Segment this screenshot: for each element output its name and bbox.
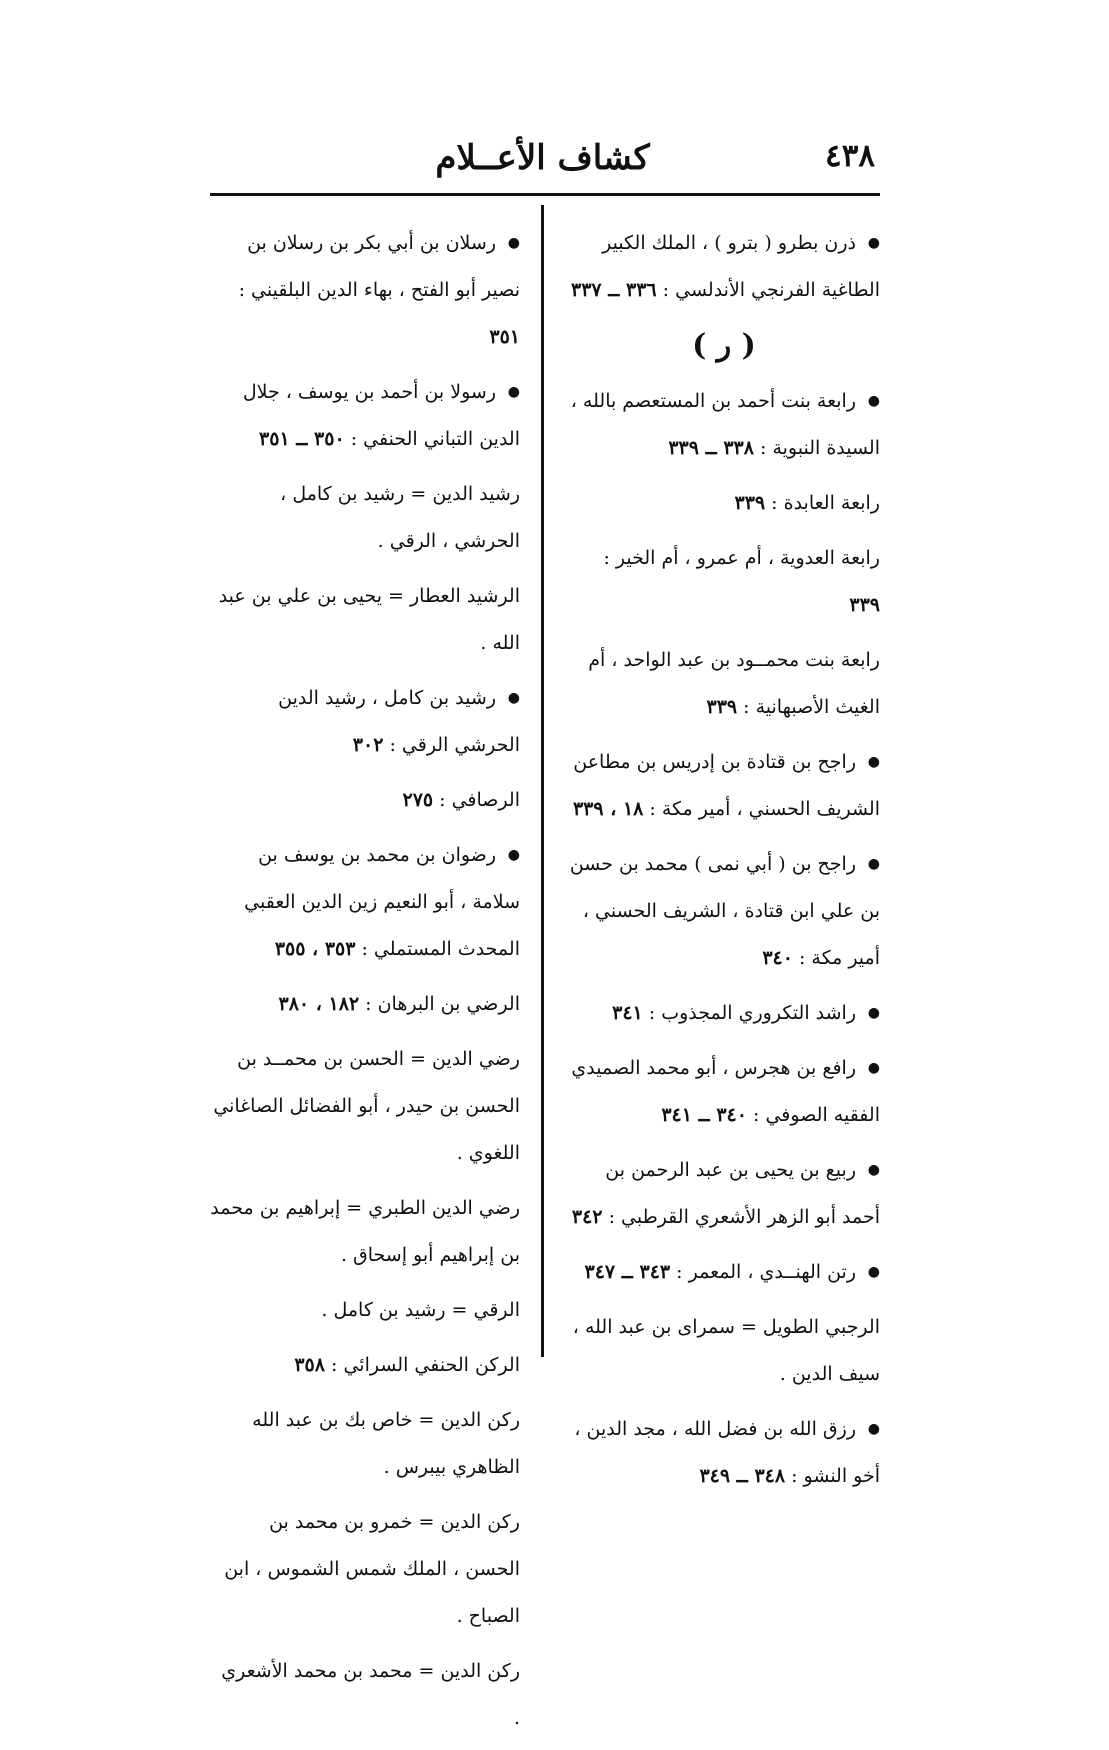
- entry-pages: ٣٤٢: [571, 1206, 603, 1228]
- running-title: كشاف الأعــلام: [435, 138, 650, 178]
- column-divider: [541, 205, 544, 1357]
- entry-text: راجح بن ( أبي نمى ) محمد بن حسن بن علي ابن قتادة ، الشريف الحسني ، أمير مكة :: [569, 853, 880, 969]
- entry-text: رضي الدين الطبري = إبراهيم بن محمد بن إبراهيم أبو إسحاق .: [210, 1197, 520, 1266]
- right-column-entries-top: [568, 220, 880, 314]
- index-entry: [210, 1287, 520, 1334]
- bullet-icon: ●: [867, 235, 880, 251]
- index-entry: [210, 981, 520, 1028]
- entry-text: الركن الحنفي السرائي :: [331, 1354, 520, 1376]
- entry-text: ركن الدين = خاص بك بن عبد الله الظاهري بيبرس .: [252, 1409, 520, 1478]
- entry-text: الرجبي الطويل = سمراى بن عبد الله ، سيف الدين .: [572, 1316, 880, 1385]
- bullet-icon: ●: [867, 1264, 880, 1280]
- entry-text: الرضي بن البرهان :: [365, 993, 520, 1015]
- index-entry: [210, 573, 520, 667]
- bullet-icon: ●: [507, 690, 520, 706]
- section-letter-heading: ( ر ): [692, 328, 756, 363]
- bullet-icon: ●: [867, 1060, 880, 1076]
- entry-text: الرشيد العطار = يحيى بن علي بن عبد الله .: [218, 585, 520, 654]
- entry-text: ربيع بن يحيى بن عبد الرحمن بن أحمد أبو الزهر الأشعري القرطبي :: [605, 1159, 880, 1228]
- right-column: [568, 220, 880, 1508]
- page-header: [210, 138, 875, 188]
- bullet-icon: ●: [867, 754, 880, 770]
- right-column-entries: [568, 378, 880, 1500]
- entry-text: راجح بن قتادة بن إدريس بن مطاعن الشريف الحسني ، أمير مكة :: [573, 751, 880, 820]
- entry-text: ركن الدين = خمرو بن محمد بن الحسن ، الملك شمس الشموس ، ابن الصباح .: [224, 1511, 520, 1627]
- index-entry: [210, 1499, 520, 1640]
- index-entry: [568, 378, 880, 472]
- entry-text: رضوان بن محمد بن يوسف بن سلامة ، أبو النعيم زين الدين العقبي المحدث المستملي :: [244, 844, 520, 960]
- index-entry: [210, 1036, 520, 1177]
- entry-text: ذرن بطرو ( بترو ) ، الملك الكبير الطاغية الفرنجي الأندلسي :: [602, 232, 880, 301]
- entry-pages: ٣٠٢: [352, 734, 384, 756]
- entry-text: رشيد بن كامل ، رشيد الدين الحرشي الرقي :: [278, 687, 520, 756]
- index-entry: [210, 369, 520, 463]
- entry-pages: ٣٥٣ ، ٣٥٥: [274, 938, 356, 960]
- entry-pages: ٣٣٩: [706, 696, 738, 718]
- bullet-icon: ●: [867, 1005, 880, 1021]
- index-entry: [210, 1342, 520, 1389]
- entry-text: رابعة العدوية ، أم عمرو ، أم الخير :: [603, 547, 880, 569]
- index-entry: [210, 220, 520, 361]
- index-entry: [210, 832, 520, 973]
- entry-pages: ٣٣٨ ــ ٣٣٩: [668, 437, 754, 459]
- index-entry: [568, 1147, 880, 1241]
- left-column-entries: [210, 220, 520, 1742]
- index-entry: [568, 1045, 880, 1139]
- entry-text: ركن الدين = محمد بن محمد الأشعري .: [221, 1660, 520, 1729]
- entry-text: رسولا بن أحمد بن يوسف ، جلال الدين التباني الحنفي :: [242, 381, 520, 450]
- entry-pages: ١٨٢ ، ٣٨٠: [278, 993, 360, 1015]
- entry-pages: ٣٥١: [489, 326, 520, 348]
- entry-pages: ٣٣٦ ــ ٣٣٧: [571, 279, 657, 301]
- page-number: ٤٣٨: [825, 138, 875, 174]
- entry-pages: ٣٤١: [612, 1002, 643, 1024]
- entry-text: راشد التكروري المجذوب :: [648, 1002, 856, 1024]
- entry-text: رضي الدين = الحسن بن محمــد بن الحسن بن حيدر ، أبو الفضائل الصاغاني اللغوي .: [213, 1048, 520, 1164]
- entry-pages: ٣٥٠ ــ ٣٥١: [259, 428, 345, 450]
- bullet-icon: ●: [867, 393, 880, 409]
- index-entry: [568, 990, 880, 1037]
- index-entry: [210, 777, 520, 824]
- entry-text: رشيد الدين = رشيد بن كامل ، الحرشي ، الرقي .: [280, 483, 520, 552]
- entry-text: رتن الهنــدي ، المعمر :: [676, 1261, 856, 1283]
- entry-text: رابعة بنت محمــود بن عبد الواحد ، أم الغيث الأصبهانية :: [588, 649, 880, 718]
- entry-pages: ٣٣٩: [849, 594, 880, 616]
- index-entry: [568, 739, 880, 833]
- entry-text: رابعة العابدة :: [771, 492, 880, 514]
- entry-text: رافع بن هجرس ، أبو محمد الصميدي الفقيه الصوفي :: [571, 1057, 880, 1126]
- index-entry: [568, 480, 880, 527]
- entry-text: الرقي = رشيد بن كامل .: [321, 1299, 520, 1321]
- left-column: [210, 220, 520, 1750]
- entry-pages: ٢٧٥: [402, 789, 434, 811]
- index-entry: [210, 471, 520, 565]
- entry-pages: ٣٣٩: [734, 492, 766, 514]
- bullet-icon: ●: [507, 847, 520, 863]
- bullet-icon: ●: [507, 235, 520, 251]
- index-entry: [210, 1648, 520, 1742]
- index-entry: [568, 841, 880, 982]
- index-entry: [568, 1406, 880, 1500]
- index-entry: [210, 1397, 520, 1491]
- index-entry: [568, 1249, 880, 1296]
- entry-pages: ٣٤٠: [762, 947, 793, 969]
- entry-text: رزق الله بن فضل الله ، مجد الدين ، أخو النشو :: [574, 1418, 880, 1487]
- index-entry: [568, 220, 880, 314]
- index-entry: [568, 535, 880, 629]
- entry-pages: ٣٤٣ ــ ٣٤٧: [584, 1261, 671, 1283]
- entry-pages: ٣٤٠ ــ ٣٤١: [661, 1104, 747, 1126]
- index-entry: [210, 1185, 520, 1279]
- index-entry: [568, 1304, 880, 1398]
- header-rule: [210, 193, 880, 196]
- entry-pages: ٣٥٨: [294, 1354, 325, 1376]
- index-entry: [568, 637, 880, 731]
- bullet-icon: ●: [867, 856, 880, 872]
- entry-pages: ١٨ ، ٣٣٩: [572, 798, 644, 820]
- bullet-icon: ●: [867, 1162, 880, 1178]
- entry-text: رابعة بنت أحمد بن المستعصم بالله ، السيدة النبوية :: [570, 390, 880, 459]
- entry-text: الرصافي :: [439, 789, 520, 811]
- entry-text: رسلان بن أبي بكر بن رسلان بن نصير أبو الفتح ، بهاء الدين البلقيني :: [238, 232, 520, 301]
- bullet-icon: ●: [507, 384, 520, 400]
- entry-pages: ٣٤٨ ــ ٣٤٩: [699, 1465, 786, 1487]
- bullet-icon: ●: [867, 1421, 880, 1437]
- index-entry: [210, 675, 520, 769]
